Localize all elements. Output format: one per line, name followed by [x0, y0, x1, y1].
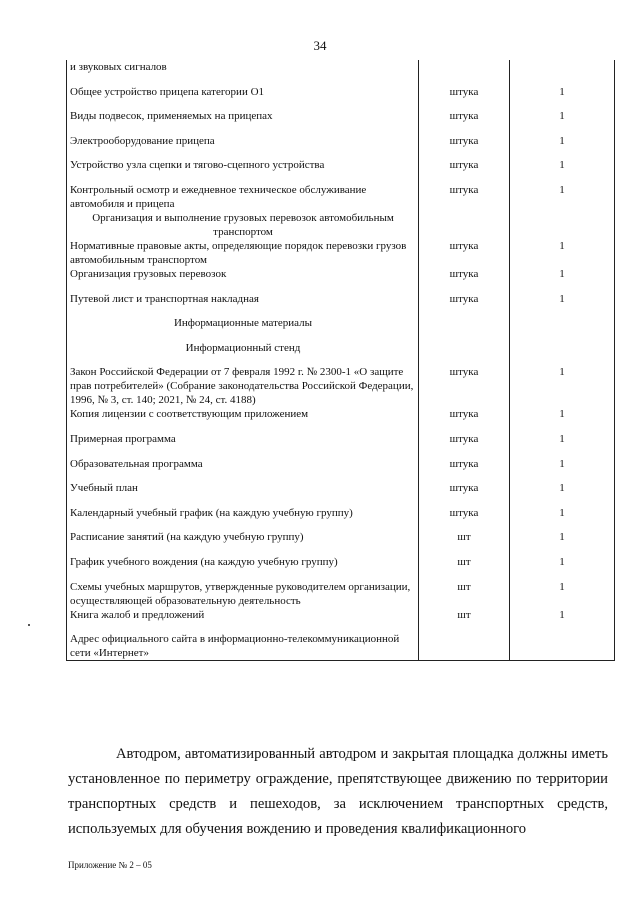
equipment-table — [66, 60, 615, 661]
item-quantity: 1 — [510, 239, 615, 267]
item-name: Закон Российской Федерации от 7 февраля 1992 г. № 2300-1 «О защите прав потребителей» (Собрание законодательства Российской Федерации, 1996, № 3, ст. 140; 2021, № 24, ст. 4188) — [67, 365, 419, 407]
table-row — [67, 506, 615, 531]
item-quantity: 1 — [510, 608, 615, 633]
item-unit — [419, 60, 510, 85]
scan-mark — [28, 624, 30, 626]
item-name: Контрольный осмотр и ежедневное техническое обслуживание автомобиля и прицепа — [67, 183, 419, 211]
table-row — [67, 530, 615, 555]
item-name: Организация грузовых перевозок — [67, 267, 419, 292]
item-name: Электрооборудование прицепа — [67, 134, 419, 159]
item-unit: штука — [419, 267, 510, 292]
item-quantity: 1 — [510, 432, 615, 457]
paragraph-text: Автодром, автоматизированный автодром и закрытая площадка должны иметь установленное по периметру ограждение, препятствующее движению по территории транспортных средств и пешеходов, за исключением транспортных средств, используемых для обучения вождению и проведения квалификационного — [68, 746, 608, 837]
item-unit: шт — [419, 555, 510, 580]
table-row — [67, 292, 615, 317]
item-quantity: 1 — [510, 183, 615, 211]
item-unit: шт — [419, 530, 510, 555]
table-row — [67, 407, 615, 432]
item-name: Календарный учебный график (на каждую учебную группу) — [67, 506, 419, 531]
item-name: Расписание занятий (на каждую учебную группу) — [67, 530, 419, 555]
item-quantity: 1 — [510, 407, 615, 432]
item-unit: штука — [419, 85, 510, 110]
item-quantity: 1 — [510, 134, 615, 159]
item-name: Учебный план — [67, 481, 419, 506]
item-quantity: 1 — [510, 158, 615, 183]
item-unit: штука — [419, 239, 510, 267]
table-row — [67, 109, 615, 134]
item-quantity: 1 — [510, 109, 615, 134]
item-name: Копия лицензии с соответствующим приложением — [67, 407, 419, 432]
item-quantity — [510, 632, 615, 661]
section-title: Информационные материалы — [67, 316, 419, 341]
item-unit: штука — [419, 481, 510, 506]
item-name: Адрес официального сайта в информационно-телекоммуникационной сети «Интернет» — [67, 632, 419, 661]
table-row — [67, 134, 615, 159]
item-name: Образовательная программа — [67, 457, 419, 482]
table-row — [67, 580, 615, 608]
item-quantity: 1 — [510, 506, 615, 531]
item-name: Общее устройство прицепа категории О1 — [67, 85, 419, 110]
body-paragraph — [68, 742, 608, 842]
item-unit: штука — [419, 158, 510, 183]
table-row — [67, 632, 615, 661]
page-number: 34 — [313, 38, 327, 53]
table-row — [67, 239, 615, 267]
item-name: Устройство узла сцепки и тягово-сцепного устройства — [67, 158, 419, 183]
item-unit: штука — [419, 457, 510, 482]
item-unit — [419, 316, 510, 341]
item-unit — [419, 211, 510, 239]
item-quantity: 1 — [510, 457, 615, 482]
table-section-row — [67, 211, 615, 239]
table-row — [67, 432, 615, 457]
table-row — [67, 267, 615, 292]
item-name: График учебного вождения (на каждую учебную группу) — [67, 555, 419, 580]
table-row — [67, 457, 615, 482]
item-unit: штука — [419, 506, 510, 531]
item-quantity: 1 — [510, 530, 615, 555]
item-quantity — [510, 316, 615, 341]
item-unit: шт — [419, 608, 510, 633]
item-unit — [419, 632, 510, 661]
table-row — [67, 555, 615, 580]
item-unit: штука — [419, 109, 510, 134]
item-unit — [419, 341, 510, 366]
item-quantity: 1 — [510, 365, 615, 407]
item-name: Схемы учебных маршрутов, утвержденные руководителем организации, осуществляющей образовательную деятельность — [67, 580, 419, 608]
table-section-row — [67, 341, 615, 366]
item-unit: шт — [419, 580, 510, 608]
item-quantity: 1 — [510, 292, 615, 317]
item-unit: штука — [419, 183, 510, 211]
item-name: Примерная программа — [67, 432, 419, 457]
item-quantity: 1 — [510, 481, 615, 506]
table-row — [67, 158, 615, 183]
item-quantity — [510, 60, 615, 85]
item-quantity: 1 — [510, 580, 615, 608]
item-unit: штука — [419, 407, 510, 432]
item-name: Книга жалоб и предложений — [67, 608, 419, 633]
table-row — [67, 60, 615, 85]
item-quantity: 1 — [510, 555, 615, 580]
table-row — [67, 85, 615, 110]
item-quantity — [510, 211, 615, 239]
item-name: Путевой лист и транспортная накладная — [67, 292, 419, 317]
item-unit: штука — [419, 292, 510, 317]
item-quantity: 1 — [510, 85, 615, 110]
item-unit: штука — [419, 432, 510, 457]
table-row — [67, 608, 615, 633]
section-title: Организация и выполнение грузовых перевозок автомобильным транспортом — [67, 211, 419, 239]
footer-annex-label: Приложение № 2 – 05 — [68, 860, 152, 870]
item-name: и звуковых сигналов — [67, 60, 419, 85]
table-row — [67, 183, 615, 211]
item-quantity — [510, 341, 615, 366]
item-quantity: 1 — [510, 267, 615, 292]
table-row — [67, 365, 615, 407]
item-name: Виды подвесок, применяемых на прицепах — [67, 109, 419, 134]
table-row — [67, 481, 615, 506]
section-title: Информационный стенд — [67, 341, 419, 366]
item-unit: штука — [419, 365, 510, 407]
table-section-row — [67, 316, 615, 341]
item-unit: штука — [419, 134, 510, 159]
item-name: Нормативные правовые акты, определяющие порядок перевозки грузов автомобильным транспортом — [67, 239, 419, 267]
equipment-table-body — [67, 60, 615, 661]
